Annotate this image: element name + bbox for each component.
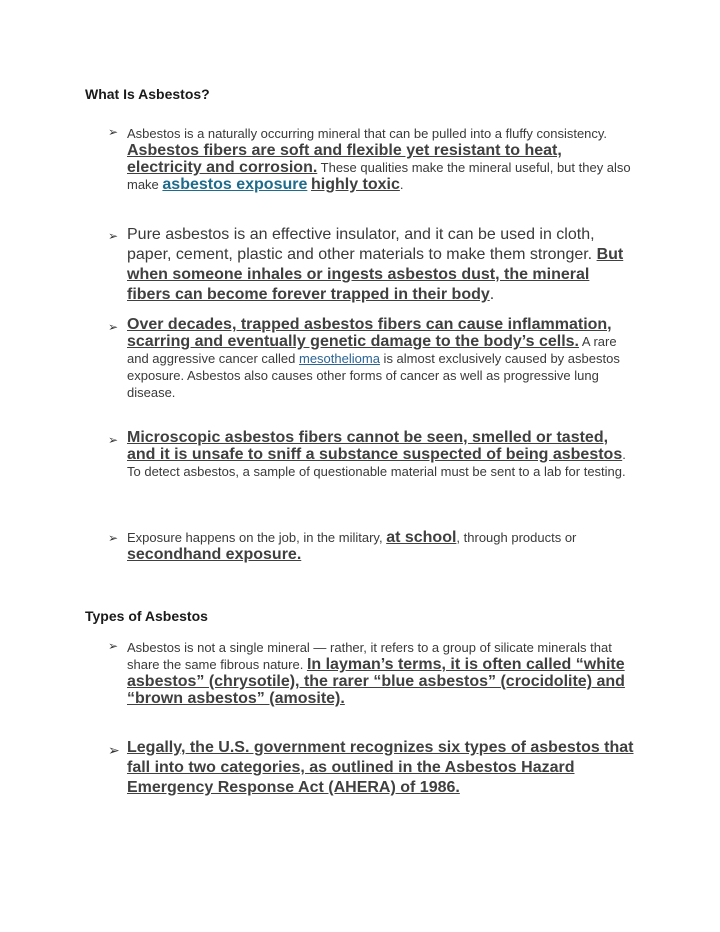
- heading-types-of-asbestos: Types of Asbestos: [85, 608, 208, 624]
- arrow-bullet-icon: ➢: [108, 639, 119, 653]
- paragraph: Pure asbestos is an effective insulator, and it can be used in cloth, paper, cement, plastic and other materials to make them stronger. But when someone inhales or ingests asbestos dust, the mineral fibers can become forever trapped in their body.: [127, 226, 624, 303]
- paragraph: [127, 738, 636, 798]
- list-item: [108, 225, 636, 305]
- paragraph: Microscopic asbestos fibers cannot be seen, smelled or tasted, and it is unsafe to sniff a substance suspected of being asbestos. To detect asbestos, a sample of questionable material must be sent to a lab for testing.: [127, 429, 626, 479]
- highly-toxic-link[interactable]: highly toxic: [310, 176, 400, 193]
- emphasis-text: Microscopic asbestos fibers cannot be seen, smelled or tasted, and it is unsafe to sniff a substance suspected of being asbestos: [127, 429, 623, 463]
- arrow-bullet-icon: ➢: [108, 531, 119, 545]
- arrow-bullet-icon: ➢: [108, 320, 119, 334]
- asbestos-exposure-link[interactable]: asbestos exposure: [162, 176, 308, 193]
- paragraph: Exposure happens on the job, in the military, at school, through products or secondhand exposure.: [127, 529, 577, 563]
- arrow-bullet-icon: ➢: [108, 229, 119, 243]
- list-item: [108, 639, 636, 707]
- emphasis-text: In layman’s terms, it is often called “white asbestos” (chrysotile), the rarer “blue asbestos” (crocidolite) and “brown asbestos” (amosite).: [127, 656, 625, 707]
- emphasis-text: But when someone inhales or ingests asbestos dust, the mineral fibers can become forever trapped in their body: [127, 246, 624, 303]
- list-item: [108, 125, 636, 193]
- arrow-bullet-icon: ➢: [108, 433, 119, 447]
- list-item: [108, 316, 636, 401]
- secondhand-exposure-link[interactable]: secondhand exposure.: [127, 546, 302, 563]
- list-item: [108, 529, 636, 563]
- mesothelioma-link[interactable]: mesothelioma: [299, 351, 380, 366]
- at-school-link[interactable]: at school: [386, 529, 457, 546]
- arrow-bullet-icon: ➢: [108, 125, 119, 139]
- emphasis-text: Legally, the U.S. government recognizes six types of asbestos that fall into two categories, as outlined in the Asbestos Hazard Emergency Response Act (AHERA) of 1986.: [127, 739, 634, 796]
- emphasis-text: Over decades, trapped asbestos fibers can cause inflammation, scarring and eventually genetic damage to the body’s cells.: [127, 316, 612, 350]
- list-item: [108, 738, 636, 798]
- paragraph: Asbestos is a naturally occurring mineral that can be pulled into a fluffy consistency. Asbestos fibers are soft and flexible yet resistant to heat, electricity and corrosion. These qualities make the mineral useful, but they also make asbestos exposure highly toxic.: [127, 126, 631, 193]
- arrow-bullet-icon: ➢: [108, 742, 120, 758]
- heading-what-is-asbestos: What Is Asbestos?: [85, 86, 210, 102]
- paragraph: Over decades, trapped asbestos fibers can cause inflammation, scarring and eventually genetic damage to the body’s cells. A rare and aggressive cancer called mesothelioma is almost exclusively caused by asbestos exposure. Asbestos also causes other forms of cancer as well as progressive lung disease.: [127, 316, 620, 400]
- list-item: [108, 429, 636, 480]
- paragraph: Asbestos is not a single mineral — rather, it refers to a group of silicate minerals that share the same fibrous nature. In layman’s terms, it is often called “white asbestos” (chrysotile), the rarer “blue asbestos” (crocidolite) and “brown asbestos” (amosite).: [127, 640, 625, 707]
- emphasis-text: Asbestos fibers are soft and flexible yet resistant to heat, electricity and corrosion.: [127, 142, 562, 176]
